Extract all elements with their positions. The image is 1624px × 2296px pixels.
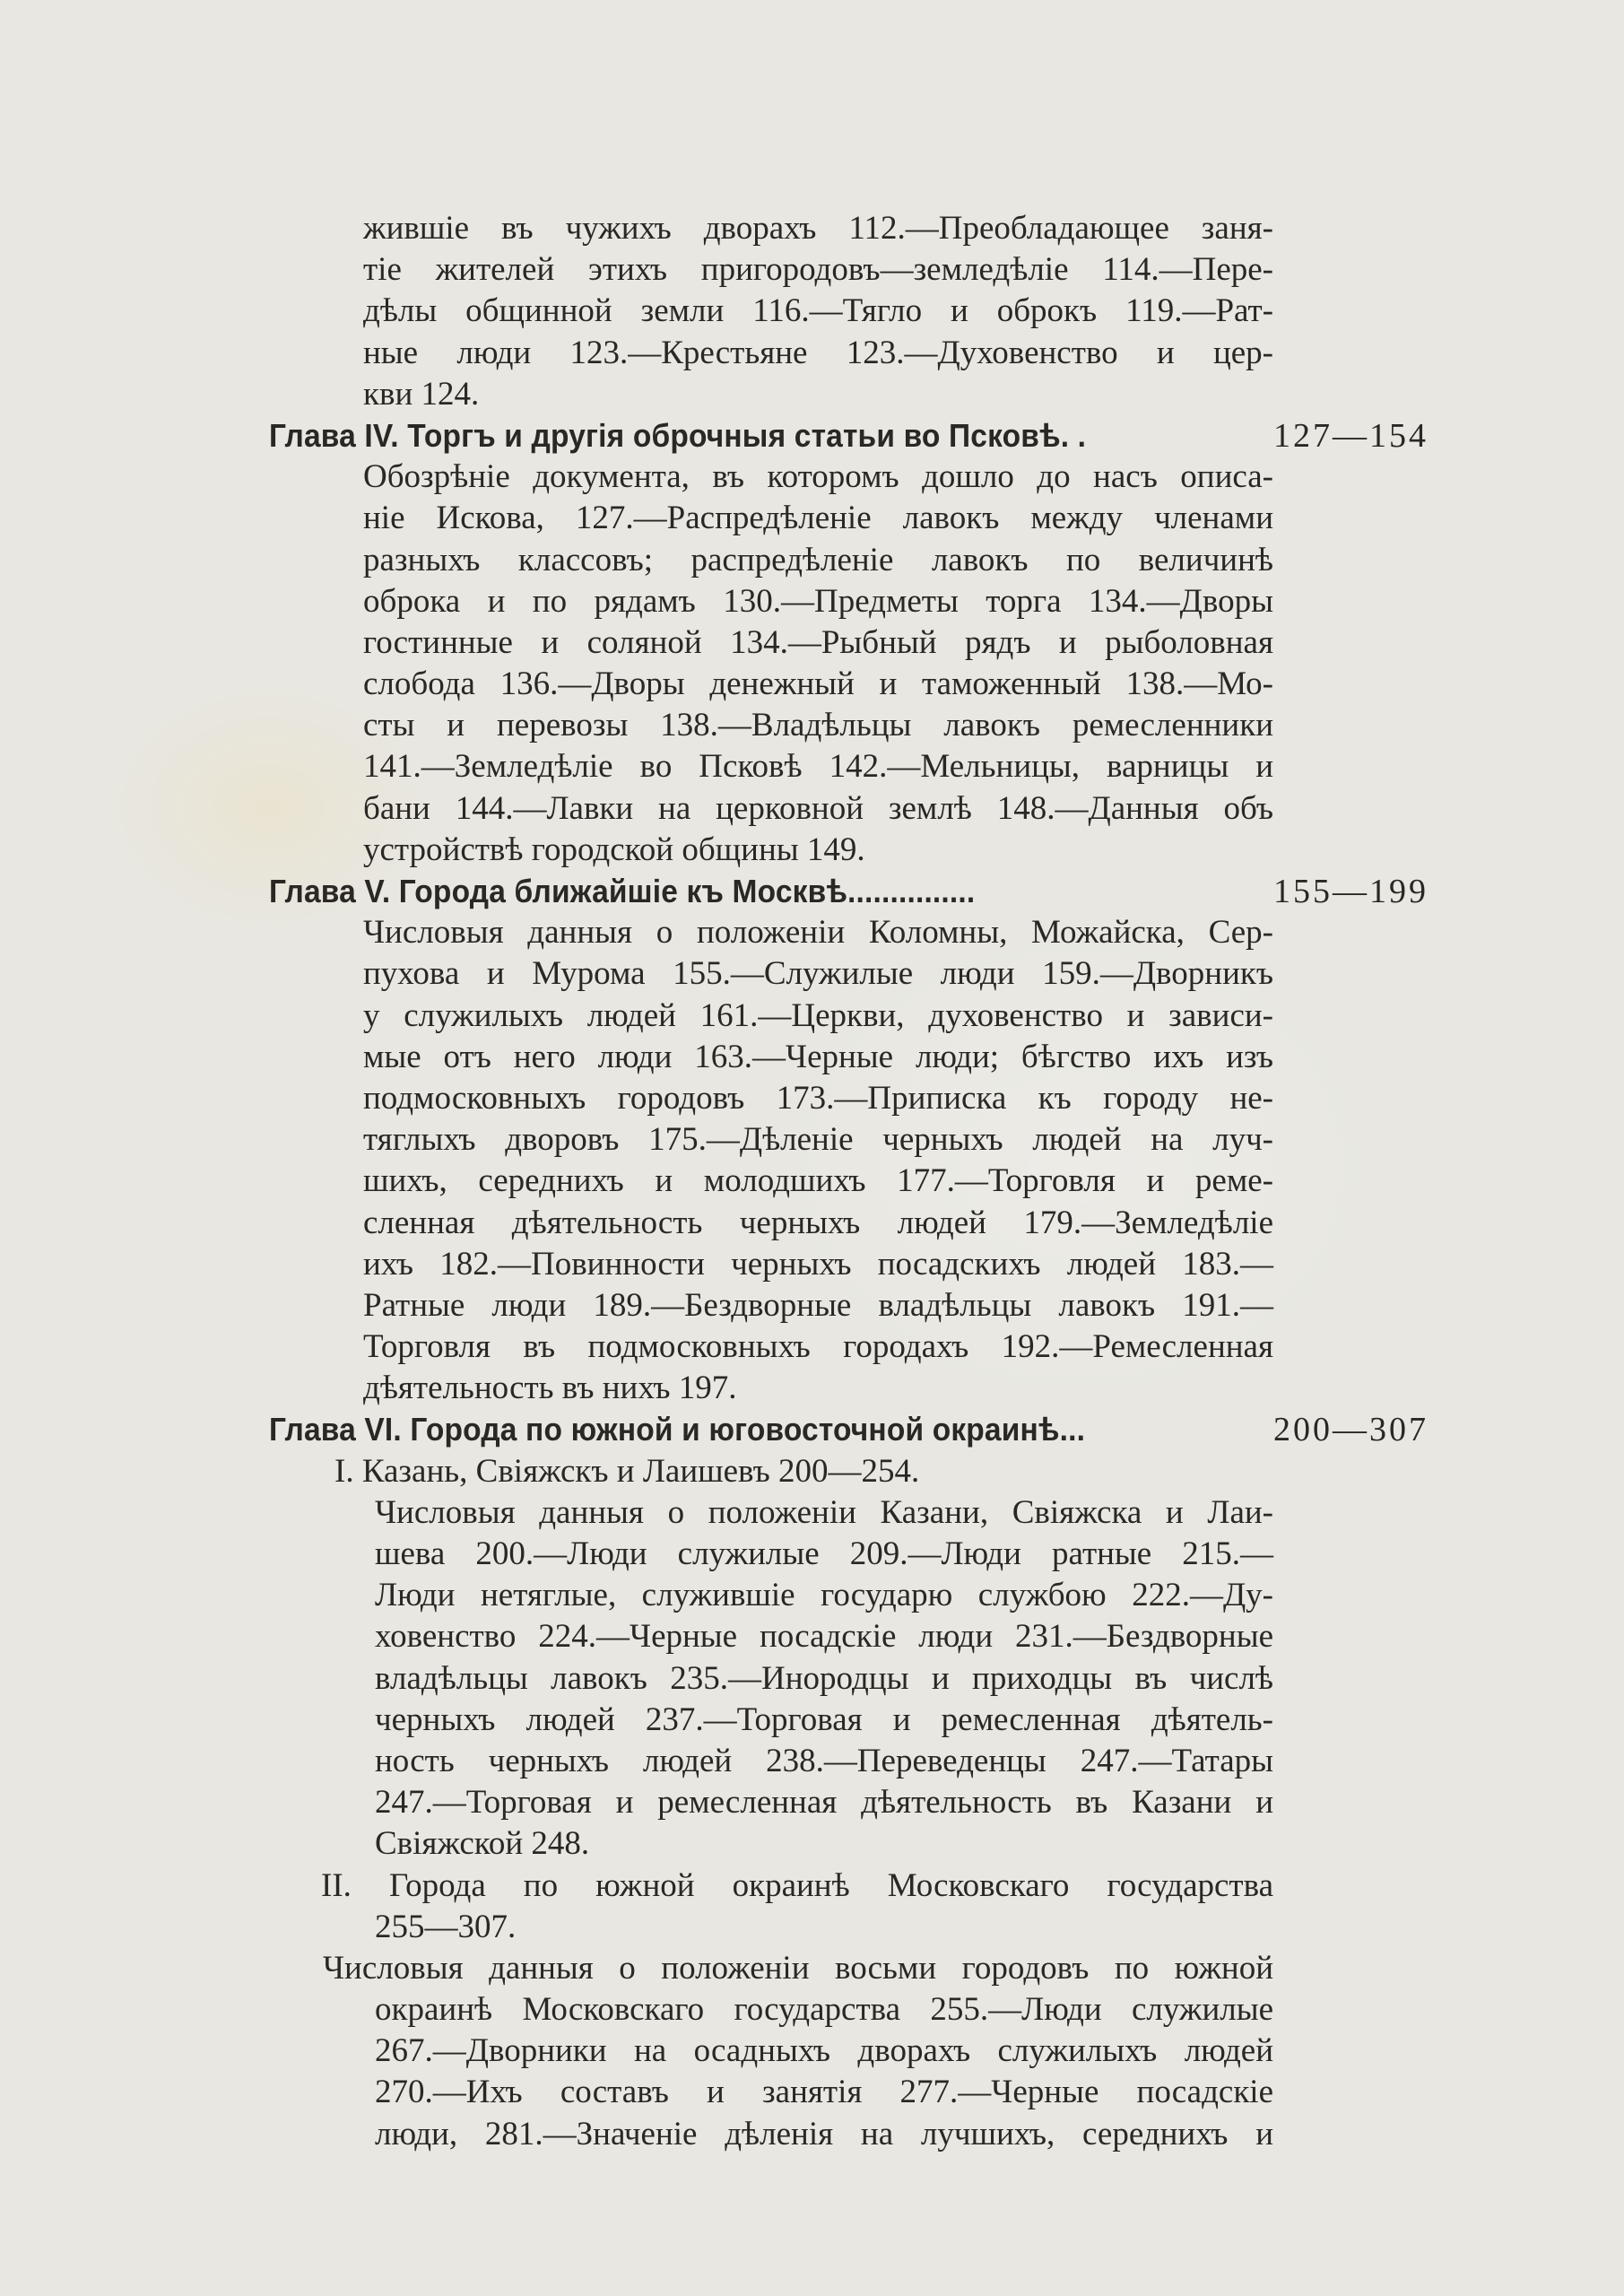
toc-text-line: сты и перевозы 138.—Владѣльцы лавокъ ремесленники: [363, 707, 1273, 744]
chapter-page-range: 200—307: [1273, 1411, 1429, 1449]
toc-text-line: шихъ, середнихъ и молодшихъ 177.—Торговля и реме-: [363, 1162, 1273, 1200]
toc-text-line: шева 200.—Люди служилые 209.—Люди ратные 215.—: [375, 1535, 1273, 1572]
chapter-title: Глава V. Города ближайшіе къ Москвѣ...............: [269, 873, 976, 909]
chapter-title: Глава VI. Города по южной и юговосточной окраинѣ...: [269, 1411, 1086, 1448]
chapter-heading: [269, 871, 1435, 912]
chapter-iii-continuation: [269, 208, 1453, 415]
section-i: [269, 1451, 1453, 1866]
toc-text-line: Люди нетяглые, служившіе государю службою 222.—Ду-: [375, 1577, 1273, 1614]
toc-text-line: 247.—Торговая и ремесленная дѣятельность въ Казани и: [375, 1784, 1273, 1822]
toc-text-line: кви 124.: [363, 375, 480, 413]
toc-text-line: подмосковныхъ городовъ 173.—Приписка къ городу не-: [363, 1079, 1273, 1117]
toc-text-line: Числовыя данныя о положеніи восьми городовъ по южной: [323, 1949, 1273, 1987]
toc-text-line: дѣлы общинной земли 116.—Тягло и оброкъ 119.—Рат-: [363, 292, 1273, 330]
toc-text-line: Числовыя данныя о положеніи Коломны, Можайска, Сер-: [363, 914, 1273, 952]
toc-text-line: черныхъ людей 237.—Торговая и ремесленная дѣятель-: [375, 1700, 1273, 1738]
toc-text-line: ные люди 123.—Крестьяне 123.—Духовенство и цер-: [363, 334, 1273, 371]
toc-text-line: бани 144.—Лавки на церковной землѣ 148.—Данныя объ: [363, 789, 1273, 827]
table-of-contents: [269, 208, 1453, 2155]
chapter-page-range: 127—154: [1273, 416, 1429, 455]
chapter-heading: [269, 1409, 1435, 1450]
toc-text-line: ховенство 224.—Черные посадскіе люди 231.—Бездворные: [375, 1618, 1273, 1656]
chapter-v: [269, 871, 1453, 1409]
toc-text-line: Свіяжской 248.: [375, 1825, 590, 1863]
toc-text-line: устройствѣ городской общины 149.: [363, 831, 865, 868]
section-heading-pages: 255—307.: [375, 1908, 517, 1945]
toc-text-line: ніе Искова, 127.—Распредѣленіе лавокъ между членами: [363, 500, 1273, 537]
section-ii: [269, 1866, 1453, 2155]
toc-text-line: 141.—Земледѣліе во Псковѣ 142.—Мельницы, варницы и: [363, 748, 1273, 786]
toc-text-line: тіе жителей этихъ пригородовъ—земледѣліе 114.—Пере-: [363, 251, 1273, 289]
toc-text-line: 267.—Дворники на осадныхъ дворахъ служилыхъ людей: [375, 2032, 1273, 2070]
toc-text-line: 270.—Ихъ составъ и занятія 277.—Черные посадскіе: [375, 2074, 1273, 2111]
toc-text-line: ность черныхъ людей 238.—Переведенцы 247.—Татары: [375, 1742, 1273, 1779]
toc-text-line: жившіе въ чужихъ дворахъ 112.—Преобладающее заня-: [363, 210, 1273, 247]
toc-text-line: Ратные люди 189.—Бездворные владѣльцы лавокъ 191.—: [363, 1286, 1273, 1324]
toc-text-line: мые отъ него люди 163.—Черные люди; бѣгство ихъ изъ: [363, 1038, 1273, 1075]
toc-text-line: пухова и Мурома 155.—Служилые люди 159.—Дворникъ: [363, 955, 1273, 993]
toc-text-line: гостинные и соляной 134.—Рыбный рядъ и рыболовная: [363, 623, 1273, 661]
toc-text-line: Торговля въ подмосковныхъ городахъ 192.—Ремесленная: [363, 1328, 1273, 1366]
toc-text-line: тяглыхъ дворовъ 175.—Дѣленіе черныхъ людей на луч-: [363, 1121, 1273, 1159]
chapter-title: Глава IV. Торгъ и другія оброчныя статьи во Псковѣ. .: [269, 416, 1087, 454]
toc-text-line: владѣльцы лавокъ 235.—Инородцы и приходцы въ числѣ: [375, 1659, 1273, 1697]
toc-text-line: дѣятельность въ нихъ 197.: [363, 1370, 737, 1407]
toc-text-line: ихъ 182.—Повинности черныхъ посадскихъ людей 183.—: [363, 1245, 1273, 1283]
section-heading: II. Города по южной окраинѣ Московскаго государства: [321, 1866, 1273, 1904]
chapter-iv: [269, 415, 1453, 871]
toc-text-line: разныхъ классовъ; распредѣленіе лавокъ по величинѣ: [363, 541, 1273, 578]
toc-text-line: у служилыхъ людей 161.—Церкви, духовенство и зависи-: [363, 996, 1273, 1034]
chapter-vi: [269, 1409, 1453, 2154]
section-heading: I. Казань, Свіяжскъ и Лаишевъ 200—254.: [334, 1452, 920, 1490]
chapter-page-range: 155—199: [1273, 873, 1429, 910]
toc-text-line: люди, 281.—Значеніе дѣленія на лучшихъ, середнихъ и: [375, 2115, 1273, 2152]
toc-text-line: окраинѣ Московскаго государства 255.—Люди служилые: [375, 1991, 1273, 2029]
toc-text-line: Числовыя данныя о положеніи Казани, Свіяжска и Лаи-: [375, 1493, 1273, 1531]
toc-text-line: Обозрѣніе документа, въ которомъ дошло до насъ описа-: [363, 458, 1273, 496]
chapter-heading: [269, 415, 1435, 457]
toc-text-line: оброка и по рядамъ 130.—Предметы торга 134.—Дворы: [363, 582, 1273, 620]
toc-text-line: слобода 136.—Дворы денежный и таможенный 138.—Мо-: [363, 665, 1273, 703]
toc-text-line: сленная дѣятельность черныхъ людей 179.—Земледѣліе: [363, 1204, 1273, 1241]
